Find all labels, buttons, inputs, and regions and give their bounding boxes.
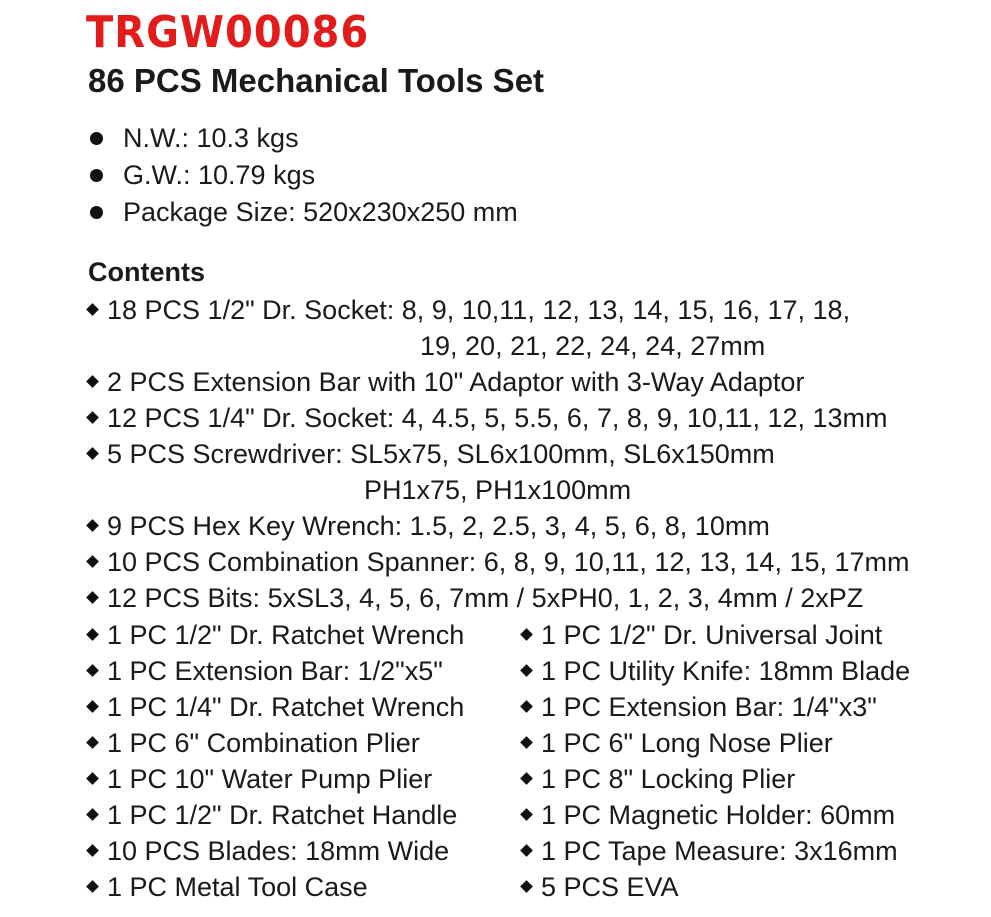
diamond-bullet-icon [520,628,533,641]
content-item-text: 1 PC Magnetic Holder: 60mm [541,800,896,830]
content-item [88,508,770,544]
spec-item [88,157,518,194]
diamond-bullet-icon [86,700,99,713]
right-column-item [522,689,877,725]
left-column-item [88,725,420,761]
right-column-item [522,761,795,797]
bullet-dot-icon [90,132,103,145]
diamond-bullet-icon [520,808,533,821]
spec-list [88,120,518,231]
content-item-text: 1 PC Extension Bar: 1/4"x3" [541,692,877,722]
content-item-text: 12 PCS 1/4" Dr. Socket: 4, 4.5, 5, 5.5, 6, 7, 8, 9, 10,11, 12, 13mm [107,403,888,433]
content-item-text: 9 PCS Hex Key Wrench: 1.5, 2, 2.5, 3, 4, 5, 6, 8, 10mm [107,511,770,541]
bullet-dot-icon [90,206,103,219]
right-column-item [522,833,898,869]
content-item-text: 1 PC 1/2" Dr. Universal Joint [541,620,883,650]
content-item [88,364,804,400]
content-item-text: 1 PC 6" Long Nose Plier [541,728,833,758]
diamond-bullet-icon [86,808,99,821]
diamond-bullet-icon [86,772,99,785]
content-item-text: 1 PC Tape Measure: 3x16mm [541,836,898,866]
right-column-item [522,797,895,833]
content-item-text: 12 PCS Bits: 5xSL3, 4, 5, 6, 7mm / 5xPH0, 1, 2, 3, 4mm / 2xPZ [107,583,864,613]
spec-text: Package Size: 520x230x250 mm [123,197,518,227]
spec-item [88,120,518,157]
content-item-text: 1 PC 10" Water Pump Plier [107,764,433,794]
diamond-bullet-icon [86,447,99,460]
diamond-bullet-icon [86,664,99,677]
diamond-bullet-icon [86,844,99,857]
diamond-bullet-icon [86,519,99,532]
bullet-dot-icon [90,169,103,182]
left-column-item [88,833,449,869]
content-item [88,436,775,472]
left-column-item [88,869,368,905]
diamond-bullet-icon [86,375,99,388]
right-column-item [522,725,833,761]
content-item-text: 2 PCS Extension Bar with 10" Adaptor with 3-Way Adaptor [107,367,805,397]
diamond-bullet-icon [86,736,99,749]
content-item [88,292,850,328]
diamond-bullet-icon [520,844,533,857]
diamond-bullet-icon [86,555,99,568]
diamond-bullet-icon [86,591,99,604]
content-item [88,400,888,436]
left-column-item [88,653,443,689]
diamond-bullet-icon [86,303,99,316]
spec-text: N.W.: 10.3 kgs [123,123,299,153]
content-item-text: 5 PCS Screwdriver: SL5x75, SL6x100mm, SL6x150mm [107,439,775,469]
right-column-item [522,869,679,905]
content-item-text: 1 PC 1/2" Dr. Ratchet Handle [107,800,458,830]
left-column-item [88,797,457,833]
diamond-bullet-icon [520,772,533,785]
right-column-item [522,653,910,689]
contents-heading: Contents [88,257,205,287]
content-item [88,580,863,616]
content-item-text: 10 PCS Combination Spanner: 6, 8, 9, 10,11, 12, 13, 14, 15, 17mm [107,547,910,577]
left-column-item [88,617,464,653]
diamond-bullet-icon [520,736,533,749]
content-item-text: 10 PCS Blades: 18mm Wide [107,836,450,866]
content-item-text: 1 PC Utility Knife: 18mm Blade [541,656,911,686]
content-item-text: 5 PCS EVA [541,872,679,902]
right-column-item [522,617,882,653]
content-item-text: 1 PC 8" Locking Plier [541,764,796,794]
diamond-bullet-icon [520,700,533,713]
diamond-bullet-icon [86,628,99,641]
content-item-continuation: 19, 20, 21, 22, 24, 24, 27mm [420,331,766,361]
content-item-text: 1 PC 6" Combination Plier [107,728,420,758]
content-item [88,544,910,580]
left-column-item [88,761,432,797]
content-item-text: 1 PC 1/4" Dr. Ratchet Wrench [107,692,465,722]
product-code: TRGW00086 [86,8,370,58]
product-title: 86 PCS Mechanical Tools Set [88,62,545,99]
left-column-item [88,689,464,725]
content-item-text: 1 PC 1/2" Dr. Ratchet Wrench [107,620,465,650]
spec-text: G.W.: 10.79 kgs [123,160,316,190]
content-item-text: 1 PC Metal Tool Case [107,872,368,902]
diamond-bullet-icon [86,880,99,893]
diamond-bullet-icon [520,664,533,677]
content-item-text: 18 PCS 1/2" Dr. Socket: 8, 9, 10,11, 12, 13, 14, 15, 16, 17, 18, [107,295,851,325]
content-item-text: 1 PC Extension Bar: 1/2"x5" [107,656,443,686]
diamond-bullet-icon [86,411,99,424]
diamond-bullet-icon [520,880,533,893]
content-item-continuation: PH1x75, PH1x100mm [364,475,632,505]
spec-item [88,194,518,231]
